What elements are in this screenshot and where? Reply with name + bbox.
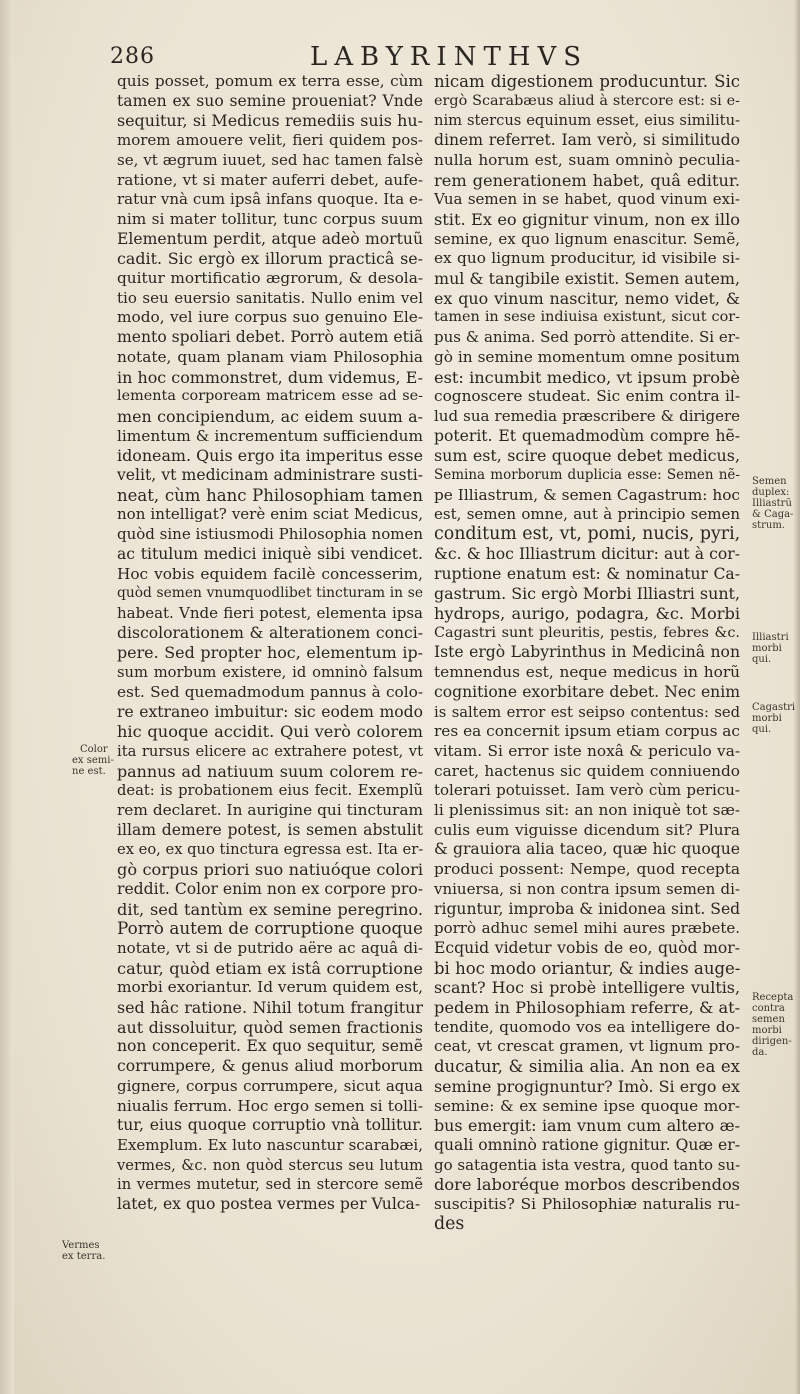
text-line: non conceperit. Ex quo sequitur, semẽ: [117, 1037, 423, 1056]
text-line: Exemplum. Ex luto nascuntur scarabæi,: [117, 1135, 423, 1154]
text-line: est. Sed quemadmodum pannus à colo-: [117, 682, 423, 701]
text-line: pere. Sed propter hoc, elementum ip-: [117, 643, 423, 663]
text-line: cognoscere studeat. Sic enim contra il-: [434, 387, 740, 406]
text-line: est, semen omne, aut à principio semen: [434, 505, 740, 524]
text-line: ex quo lignum producitur, id visibile si-: [434, 249, 740, 268]
text-line: sequitur, si Medicus remediis suis hu-: [117, 111, 423, 131]
text-line: bus emergit: iam vnum cum altero æ-: [434, 1116, 740, 1136]
margin-note-line: Recepta: [752, 992, 794, 1003]
text-line: cognitione exorbitare debet. Nec enim: [434, 682, 740, 701]
text-line: is saltem error est seipso contentus: sed: [434, 703, 740, 721]
text-line: in hoc commonstret, dum videmus, E-: [117, 367, 423, 387]
margin-note-line: & Caga-: [752, 509, 794, 520]
text-line: stit. Ex eo gignitur vinum, non ex illo: [434, 209, 740, 229]
margin-note-semen: [752, 476, 793, 531]
text-line: pe Illiastrum, & semen Cagastrum: hoc: [434, 485, 740, 504]
text-line: conditum est, vt, pomi, nucis, pyri,: [434, 524, 741, 545]
text-line: go satagentia ista vestra, quod tanto su-: [434, 1155, 741, 1174]
margin-note-line: qui.: [752, 724, 772, 735]
margin-note-line: strum.: [752, 520, 786, 531]
margin-note-line: qui.: [752, 654, 772, 665]
margin-note-line: morbi: [752, 713, 782, 724]
text-line: rem declaret. In aurigine qui tincturam: [117, 801, 423, 820]
margin-note-cagastri: [752, 702, 795, 735]
text-line: aut dissoluitur, quòd semen fractionis: [117, 1017, 423, 1037]
running-title: LABYRINTHVS: [310, 42, 589, 72]
text-line: caret, hactenus sic quidem conniuendo: [434, 761, 740, 780]
text-line: mul & tangibile existit. Semen autem,: [434, 269, 740, 289]
text-line: scant? Hoc si probè intelligere vultis,: [434, 978, 740, 998]
text-line: Porrò autem de corruptione quoque: [117, 918, 423, 939]
text-line: des: [434, 1213, 465, 1234]
text-line: ducatur, & similia alia. An non ea ex: [434, 1057, 740, 1077]
text-line: vermes, &c. non quòd stercus seu lutum: [117, 1156, 423, 1174]
text-line: modo, vel iure corpus suo genuino Ele-: [117, 308, 423, 327]
text-line: ac titulum medici iniquè sibi vendicet.: [117, 544, 423, 563]
right-text-column: [434, 72, 740, 1234]
text-line: pedem in Philosophiam referre, & at-: [434, 998, 741, 1018]
text-line: nicam digestionem producuntur. Sic: [434, 72, 740, 91]
text-line: illam demere potest, is semen abstulit: [117, 820, 423, 839]
text-line: rem generationem habet, quâ editur.: [434, 170, 740, 190]
text-line: res ea concernit ipsum etiam corpus ac: [434, 722, 740, 741]
text-line: ex eo, ex quo tinctura egressa est. Ita er-: [117, 841, 424, 859]
text-line: nulla horum est, suam omninò peculia-: [434, 150, 740, 169]
page-fold-shadow: [794, 0, 800, 1394]
text-line: li plenissimus sit: an non iniquè tot sæ-: [434, 801, 740, 820]
text-line: tolerari potuisset. Iam verò cùm pericu-: [434, 781, 740, 800]
text-line: tamen in sese indiuisa existunt, sicut cor-: [434, 309, 740, 326]
text-line: & grauiora alia taceo, quæ hic quoque: [434, 840, 740, 859]
text-line: nim si mater tollitur, tunc corpus suum: [117, 209, 423, 228]
text-line: tur, eius quoque corruptio vnà tollitur.: [117, 1116, 423, 1135]
text-line: ita rursus elicere ac extrahere potest, vt: [117, 742, 423, 760]
text-line: discolorationem & alterationem conci-: [117, 623, 423, 642]
text-line: reddit. Color enim non ex corpore pro-: [117, 879, 424, 898]
text-line: ruptione enatum est: & nominatur Ca-: [434, 564, 740, 583]
margin-note-line: morbi: [752, 1025, 782, 1036]
text-line: ratione, vt si mater auferri debet, aufe-: [117, 170, 423, 189]
text-line: men concipiendum, ac eidem suum a-: [117, 406, 423, 426]
text-line: Hoc vobis equidem facilè concesserim,: [117, 564, 423, 583]
margin-note-line: contra: [752, 1003, 785, 1014]
margin-note-line: ex terra.: [62, 1251, 106, 1262]
margin-note-line: duplex:: [752, 487, 790, 498]
text-line: gò corpus priori suo natiuóque colori: [117, 860, 423, 880]
margin-note-vermes: [62, 1240, 105, 1262]
text-line: dore laboréque morbos describendos: [434, 1175, 740, 1195]
text-line: catur, quòd etiam ex istâ corruptione: [117, 958, 423, 978]
margin-note-line: semen: [752, 1014, 785, 1025]
text-line: semine progignuntur? Imò. Si ergo ex: [434, 1076, 740, 1096]
margin-note-line: ex semi-: [72, 755, 114, 766]
text-line: &c. & hoc Illiastrum dicitur: aut à cor-: [434, 544, 740, 563]
text-line: ex quo vinum nascitur, nemo videt, &: [434, 288, 740, 308]
text-line: velit, vt medicinam administrare susti-: [117, 466, 423, 485]
text-line: niualis ferrum. Hoc ergo semen si tolli-: [117, 1096, 423, 1115]
text-line: pus & anima. Sed porrò attendite. Si er-: [434, 328, 740, 347]
text-line: Cagastri sunt pleuritis, pestis, febres &c.: [434, 624, 740, 641]
text-line: cadit. Sic ergò ex illorum practicâ se-: [117, 249, 423, 269]
text-line: semine, ex quo lignum enascitur. Semẽ,: [434, 229, 740, 248]
margin-note-line: dirigen-: [752, 1036, 792, 1047]
text-line: latet, ex quo postea vermes per Vulca-: [117, 1195, 421, 1214]
left-text-column: [117, 72, 423, 1215]
margin-note-illiastri: [752, 632, 789, 665]
text-line: est: incumbit medico, vt ipsum probè: [434, 367, 740, 387]
text-line: quitur mortificatio ægrorum, & desola-: [117, 269, 423, 288]
text-line: gastrum. Sic ergò Morbi Illiastri sunt,: [434, 584, 740, 604]
text-line: corrumpere, & genus aliud morborum: [117, 1057, 423, 1076]
page-edge-shadow: [0, 0, 14, 1394]
text-line: se, vt ægrum iuuet, sed hac tamen falsè: [117, 150, 423, 169]
text-line: quali omninò ratione gignitur. Quæ er-: [434, 1135, 740, 1154]
text-line: quòd sine istiusmodi Philosophia nomen: [117, 525, 423, 544]
text-line: vniuersa, si non contra ipsum semen di-: [434, 879, 740, 898]
text-line: temnendus est, neque medicus in horũ: [434, 663, 740, 682]
text-line: nim stercus equinum esset, eius similitu-: [434, 112, 740, 130]
margin-note-line: Cagastri: [752, 702, 796, 713]
text-line: Elementum perdit, atque adeò mortuũ: [117, 229, 423, 248]
text-line: lementa corpoream matricem esse ad se-: [117, 388, 423, 405]
text-line: gignere, corpus corrumpere, sicut aqua: [117, 1076, 423, 1095]
text-line: sum morbum existere, id omninò falsum: [117, 664, 423, 682]
text-line: sum est, scire quoque debet medicus,: [434, 446, 740, 466]
text-line: morbi exoriantur. Id verum quidem est,: [117, 978, 423, 997]
text-line: re extraneo imbuitur: sic eodem modo: [117, 702, 423, 721]
text-line: notate, quam planam viam Philosophia: [117, 347, 423, 366]
text-line: quis posset, pomum ex terra esse, cùm: [117, 72, 423, 90]
text-line: semine: & ex semine ipse quoque mor-: [434, 1096, 740, 1115]
text-line: pannus ad natiuum suum colorem re-: [117, 761, 423, 781]
text-line: culis eum viguisse dicendum sit? Plura: [434, 820, 740, 839]
text-line: poterit. Et quemadmodùm compre hẽ-: [434, 426, 740, 445]
text-line: vitam. Si error iste noxâ & periculo va-: [434, 741, 740, 760]
text-line: ceat, vt crescat gramen, vt lignum pro-: [434, 1037, 740, 1056]
margin-note-line: Illiastrũ: [752, 498, 792, 509]
text-line: morem amouere velit, fieri quidem pos-: [117, 131, 423, 150]
text-line: tendite, quomodo vos ea intelligere do-: [434, 1017, 740, 1036]
text-line: notate, vt si de putrido aëre ac aquâ di-: [117, 938, 423, 957]
text-line: Vua semen in se habet, quod vinum exi-: [434, 190, 740, 209]
page-number: 286: [110, 44, 155, 69]
text-line: ergò Scarabæus aliud à stercore est: si e-: [434, 92, 740, 109]
text-line: non intelligat? verè enim sciat Medicus,: [117, 505, 423, 524]
margin-note-line: da.: [752, 1047, 768, 1058]
text-line: in vermes mutetur, sed in stercore semẽ: [117, 1176, 423, 1194]
text-line: riguntur, improba & inidonea sint. Sed: [434, 899, 741, 918]
text-line: Semina morborum duplicia esse: Semen nẽ-: [434, 467, 740, 484]
text-line: habeat. Vnde fieri potest, elementa ipsa: [117, 603, 423, 622]
text-line: sed hâc ratione. Nihil totum frangitur: [117, 998, 423, 1018]
text-line: neat, cùm hanc Philosophiam tamen: [117, 485, 423, 505]
text-line: bi hoc modo oriantur, & indies auge-: [434, 958, 741, 978]
text-line: hydrops, aurigo, podagra, &c. Morbi: [434, 603, 740, 623]
text-line: Ecquid videtur vobis de eo, quòd mor-: [434, 938, 740, 957]
margin-note-line: Color: [80, 744, 108, 755]
margin-note-line: Illiastri: [752, 632, 789, 643]
text-line: dinem referret. Iam verò, si similitudo: [434, 131, 740, 150]
text-line: hic quoque accidit. Qui verò colorem: [117, 722, 423, 742]
text-line: limentum & incrementum sufficiendum: [117, 426, 423, 445]
text-line: mento spoliari debet. Porrò autem etiã: [117, 328, 424, 347]
margin-note-line: ne est.: [72, 766, 106, 777]
text-line: Iste ergò Labyrinthus in Medicinâ non: [434, 643, 740, 662]
text-line: tio seu euersio sanitatis. Nullo enim vel: [117, 288, 423, 307]
text-line: porrò adhuc semel mihi aures præbete.: [434, 919, 740, 938]
text-line: idoneam. Quis ergo ita imperitus esse: [117, 446, 423, 466]
margin-note-line: morbi: [752, 643, 782, 654]
text-line: gò in semine momentum omne positum: [434, 347, 740, 366]
margin-note-line: Semen: [752, 476, 787, 487]
margin-note-line: Vermes: [62, 1240, 100, 1251]
text-line: deat: is probationem eius fecit. Exemplũ: [117, 782, 423, 800]
text-line: tamen ex suo semine proueniat? Vnde: [117, 91, 423, 110]
text-line: ratur vnà cum ipsâ infans quoque. Ita e-: [117, 190, 423, 209]
text-line: quòd semen vnumquodlibet tincturam in se: [117, 585, 423, 602]
text-line: produci possent: Nempe, quod recepta: [434, 860, 740, 879]
text-line: dit, sed tantùm ex semine peregrino.: [117, 899, 423, 919]
text-line: suscipitis? Si Philosophiæ naturalis ru-: [434, 1195, 740, 1214]
margin-note-color: [68, 744, 114, 777]
margin-note-recepta: [752, 992, 793, 1058]
text-line: lud sua remedia præscribere & dirigere: [434, 406, 740, 425]
